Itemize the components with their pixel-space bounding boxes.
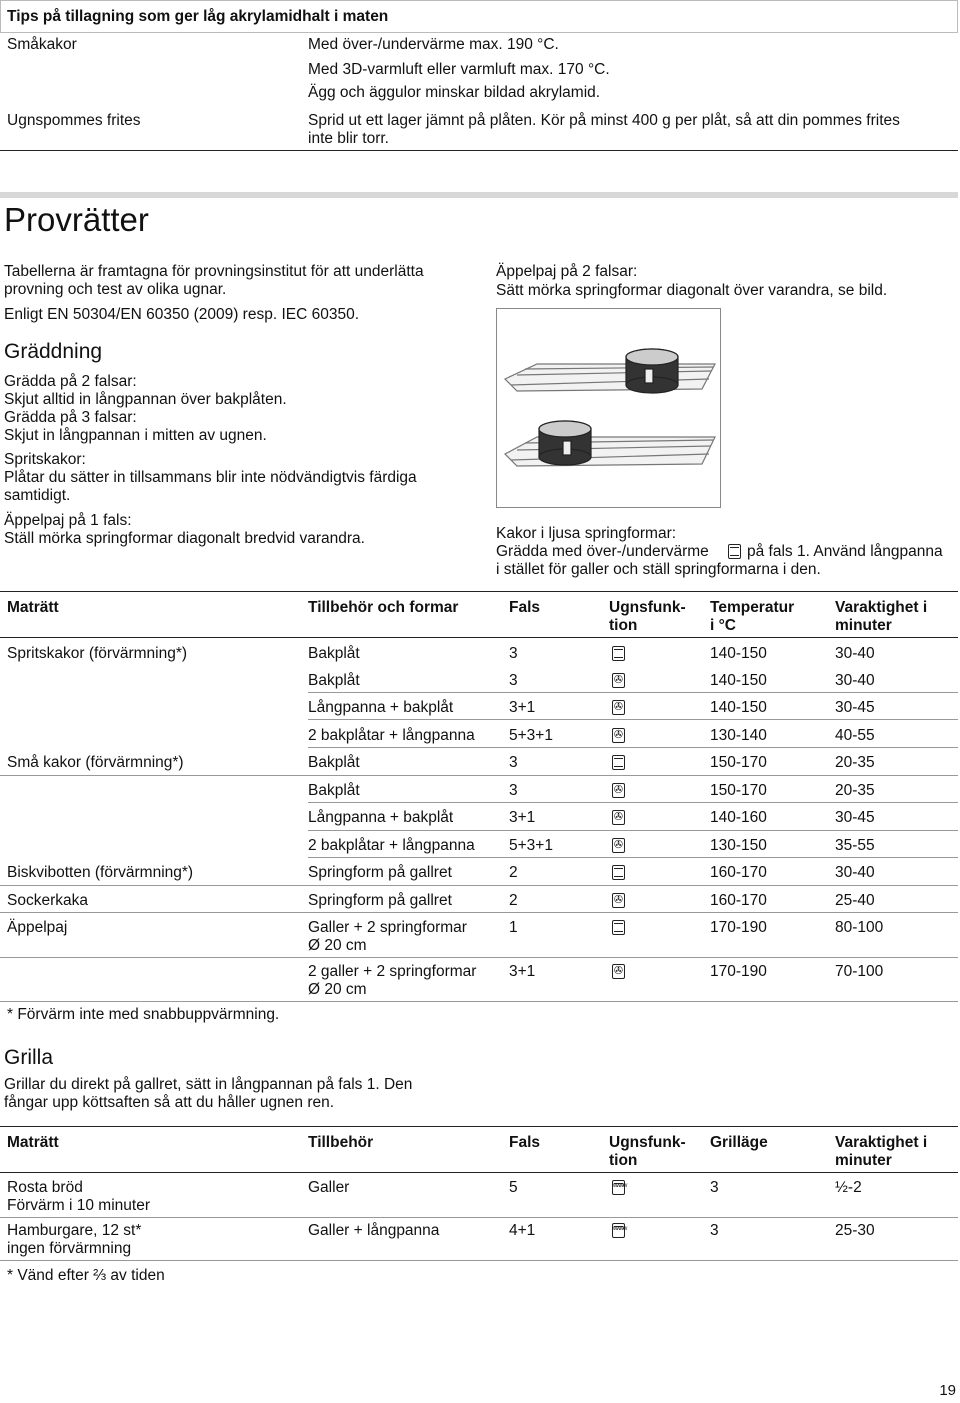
bake-table-top-rule <box>0 591 958 592</box>
graddning-text: Grädda på 2 falsar: <box>4 373 137 390</box>
bake-dish: Sockerkaka <box>7 892 88 909</box>
right-text: Äppelpaj på 2 falsar: <box>496 263 638 280</box>
top-bottom-heat-icon <box>612 755 625 770</box>
right-text: Sätt mörka springformar diagonalt över varandra, se bild. <box>496 282 888 299</box>
tips-line: Sprid ut ett lager jämnt på plåten. Kör på minst 400 g per plåt, så att din pommes frites <box>308 112 900 129</box>
grill-th-level: Grilläge <box>710 1134 768 1151</box>
grill-acc: Galler + långpanna <box>308 1222 440 1239</box>
bake-time: 30-45 <box>835 699 875 716</box>
bake-accessory: Långpanna + bakplåt <box>308 699 454 716</box>
bake-fals: 2 <box>509 864 518 881</box>
bake-accessory: Bakplåt <box>308 782 360 799</box>
bake-accessory: 2 galler + 2 springformar <box>308 963 477 980</box>
bake-temp: 130-150 <box>710 837 767 854</box>
grill-th-func2: tion <box>609 1152 638 1169</box>
hot-air-fan-icon <box>612 838 625 853</box>
bake-dish: Spritskakor (förvärmning*) <box>7 645 188 662</box>
graddning-text: Skjut in långpannan i mitten av ugnen. <box>4 427 267 444</box>
hot-air-fan-icon <box>612 783 625 798</box>
grill-dish: Hamburgare, 12 st* <box>7 1222 142 1239</box>
grill-table-head-rule <box>0 1172 958 1173</box>
top-bottom-heat-icon <box>728 544 741 559</box>
graddning-text: Äppelpaj på 1 fals: <box>4 512 132 529</box>
tips-line: Med över-/undervärme max. 190 °C. <box>308 36 559 53</box>
tips-line: inte blir torr. <box>308 130 389 147</box>
bake-row-rule <box>0 885 958 886</box>
bake-th-func2: tion <box>609 617 638 634</box>
tips-divider <box>0 32 958 33</box>
bake-th-func: Ugnsfunk- <box>609 599 686 616</box>
bake-th-temp: Temperatur <box>710 599 795 616</box>
right-text: Grädda med över-/undervärme <box>496 543 709 560</box>
bake-fals: 3+1 <box>509 699 536 716</box>
bake-fals: 3 <box>509 782 518 799</box>
tips-bottom-rule <box>0 150 958 151</box>
bake-th-time2: minuter <box>835 617 892 634</box>
hot-air-fan-icon <box>612 700 625 715</box>
grill-th-func: Ugnsfunk- <box>609 1134 686 1151</box>
graddning-text: Spritskakor: <box>4 451 86 468</box>
bake-accessory: Galler + 2 springformar <box>308 919 467 936</box>
bake-fals: 3 <box>509 672 518 689</box>
top-bottom-heat-icon <box>612 646 625 661</box>
bake-time: 70-100 <box>835 963 884 980</box>
bake-time: 35-55 <box>835 837 875 854</box>
graddning-text: Ställ mörka springformar diagonalt bredvid varandra. <box>4 530 365 547</box>
bake-accessory: Långpanna + bakplåt <box>308 809 454 826</box>
bake-accessory-size: Ø 20 cm <box>308 981 367 998</box>
bake-accessory: Springform på gallret <box>308 892 452 909</box>
bake-temp: 160-170 <box>710 864 767 881</box>
bake-temp: 140-150 <box>710 699 767 716</box>
bake-temp: 130-140 <box>710 727 767 744</box>
bake-table-head-rule <box>0 637 958 638</box>
bake-accessory-size: Ø 20 cm <box>308 937 367 954</box>
bake-temp: 140-150 <box>710 645 767 662</box>
graddning-heading: Gräddning <box>4 340 103 363</box>
bake-time: 30-40 <box>835 645 875 662</box>
bake-dish: Biskvibotten (förvärmning*) <box>7 864 194 881</box>
bake-temp: 170-190 <box>710 919 767 936</box>
tips-item-pommes: Ugnspommes frites <box>7 112 141 129</box>
grill-fals: 5 <box>509 1179 518 1196</box>
bake-fals: 3 <box>509 754 518 771</box>
bake-row-rule <box>308 830 958 831</box>
grill-th-time: Varaktighet i <box>835 1134 928 1151</box>
bake-fals: 5+3+1 <box>509 727 553 744</box>
hot-air-fan-icon <box>612 728 625 743</box>
grill-acc: Galler <box>308 1179 350 1196</box>
grilla-intro: fångar upp köttsaften så att du håller ugnen ren. <box>4 1094 335 1111</box>
graddning-text: Plåtar du sätter in tillsammans blir inte nödvändigtvis färdiga samtidigt. <box>4 469 417 504</box>
bake-temp: 140-160 <box>710 809 767 826</box>
bake-accessory: 2 bakplåtar + långpanna <box>308 837 475 854</box>
hot-air-fan-icon <box>612 964 625 979</box>
grill-table-top-rule <box>0 1126 958 1127</box>
bake-row-rule <box>308 857 958 858</box>
grill-th-acc: Tillbehör <box>308 1134 374 1151</box>
bake-time: 80-100 <box>835 919 884 936</box>
hot-air-fan-icon <box>612 893 625 908</box>
bake-row-rule <box>0 912 958 913</box>
bake-th-time: Varaktighet i <box>835 599 928 616</box>
oven-rack-illustration <box>496 308 721 508</box>
bake-row-rule <box>308 692 958 693</box>
bake-th-acc: Tillbehör och formar <box>308 599 459 616</box>
top-bottom-heat-icon <box>612 920 625 935</box>
grill-th-time2: minuter <box>835 1152 892 1169</box>
bake-table-bottom-rule <box>0 1001 958 1002</box>
hot-air-fan-icon <box>612 673 625 688</box>
grilla-heading: Grilla <box>4 1046 54 1069</box>
bake-fals: 5+3+1 <box>509 837 553 854</box>
bake-time: 25-40 <box>835 892 875 909</box>
bake-accessory: Bakplåt <box>308 754 360 771</box>
grill-icon <box>612 1180 625 1195</box>
top-bottom-heat-icon <box>612 865 625 880</box>
grill-fals: 4+1 <box>509 1222 536 1239</box>
right-text: Kakor i ljusa springformar: <box>496 525 677 542</box>
grill-dish-note: ingen förvärmning <box>7 1240 132 1257</box>
bake-accessory: Bakplåt <box>308 645 360 662</box>
provratter-standard: Enligt EN 50304/EN 60350 (2009) resp. IEC 60350. <box>4 306 360 323</box>
provratter-intro: Tabellerna är framtagna för provningsinstitut för att underlätta provning och test av olika ugnar. <box>4 263 424 298</box>
grill-time: 25-30 <box>835 1222 875 1239</box>
grill-footnote: * Vänd efter ⅔ av tiden <box>7 1267 165 1284</box>
grill-dish-note: Förvärm i 10 minuter <box>7 1197 150 1214</box>
bake-accessory: 2 bakplåtar + långpanna <box>308 727 475 744</box>
grilla-intro: Grillar du direkt på gallret, sätt in långpannan på fals 1. Den <box>4 1076 413 1093</box>
graddning-text: Skjut alltid in långpannan över bakplåten. <box>4 391 287 408</box>
bake-dish: Små kakor (förvärmning*) <box>7 754 184 771</box>
bake-row-rule <box>0 957 958 958</box>
grill-level: 3 <box>710 1179 719 1196</box>
bake-time: 40-55 <box>835 727 875 744</box>
bake-fals: 2 <box>509 892 518 909</box>
bake-temp: 170-190 <box>710 963 767 980</box>
bake-time: 30-45 <box>835 809 875 826</box>
bake-fals: 3+1 <box>509 963 536 980</box>
bake-row-rule <box>0 775 958 776</box>
bake-footnote: * Förvärm inte med snabbuppvärmning. <box>7 1006 280 1023</box>
bake-time: 20-35 <box>835 782 875 799</box>
bake-time: 20-35 <box>835 754 875 771</box>
grill-dish: Rosta bröd <box>7 1179 83 1196</box>
bake-temp: 150-170 <box>710 782 767 799</box>
bake-time: 30-40 <box>835 672 875 689</box>
grill-th-fals: Fals <box>509 1134 541 1151</box>
grill-th-dish: Maträtt <box>7 1134 59 1151</box>
bake-accessory: Springform på gallret <box>308 864 452 881</box>
graddning-text: Grädda på 3 falsar: <box>4 409 137 426</box>
grill-level: 3 <box>710 1222 719 1239</box>
bake-time: 30-40 <box>835 864 875 881</box>
grill-row-rule <box>0 1260 958 1261</box>
hot-air-fan-icon <box>612 810 625 825</box>
rack-svg <box>497 309 720 507</box>
right-text: på fals 1. Använd långpanna <box>747 543 943 560</box>
bake-temp: 150-170 <box>710 754 767 771</box>
bake-accessory: Bakplåt <box>308 672 360 689</box>
bake-row-rule <box>308 719 958 720</box>
right-text: i stället för galler och ställ springformarna i den. <box>496 561 821 578</box>
grill-row-rule <box>0 1217 958 1218</box>
bake-fals: 3+1 <box>509 809 536 826</box>
grill-time: ½-2 <box>835 1179 862 1196</box>
bake-temp: 160-170 <box>710 892 767 909</box>
tips-line: Ägg och äggulor minskar bildad akrylamid. <box>308 84 601 101</box>
tips-title: Tips på tillagning som ger låg akrylamidhalt i maten <box>7 8 389 25</box>
section-bar <box>0 192 958 198</box>
bake-th-temp2: i °C <box>710 617 737 634</box>
page-number: 19 <box>939 1382 956 1399</box>
bake-dish: Äppelpaj <box>7 919 68 936</box>
tips-line: Med 3D-varmluft eller varmluft max. 170 °C. <box>308 61 610 78</box>
bake-fals: 1 <box>509 919 518 936</box>
bake-fals: 3 <box>509 645 518 662</box>
bake-temp: 140-150 <box>710 672 767 689</box>
bake-th-dish: Maträtt <box>7 599 59 616</box>
bake-row-rule <box>308 802 958 803</box>
tips-item-smakakor: Småkakor <box>7 36 77 53</box>
grill-icon <box>612 1223 625 1238</box>
bake-row-rule <box>308 747 958 748</box>
page-title: Provrätter <box>4 201 149 238</box>
bake-th-fals: Fals <box>509 599 541 616</box>
